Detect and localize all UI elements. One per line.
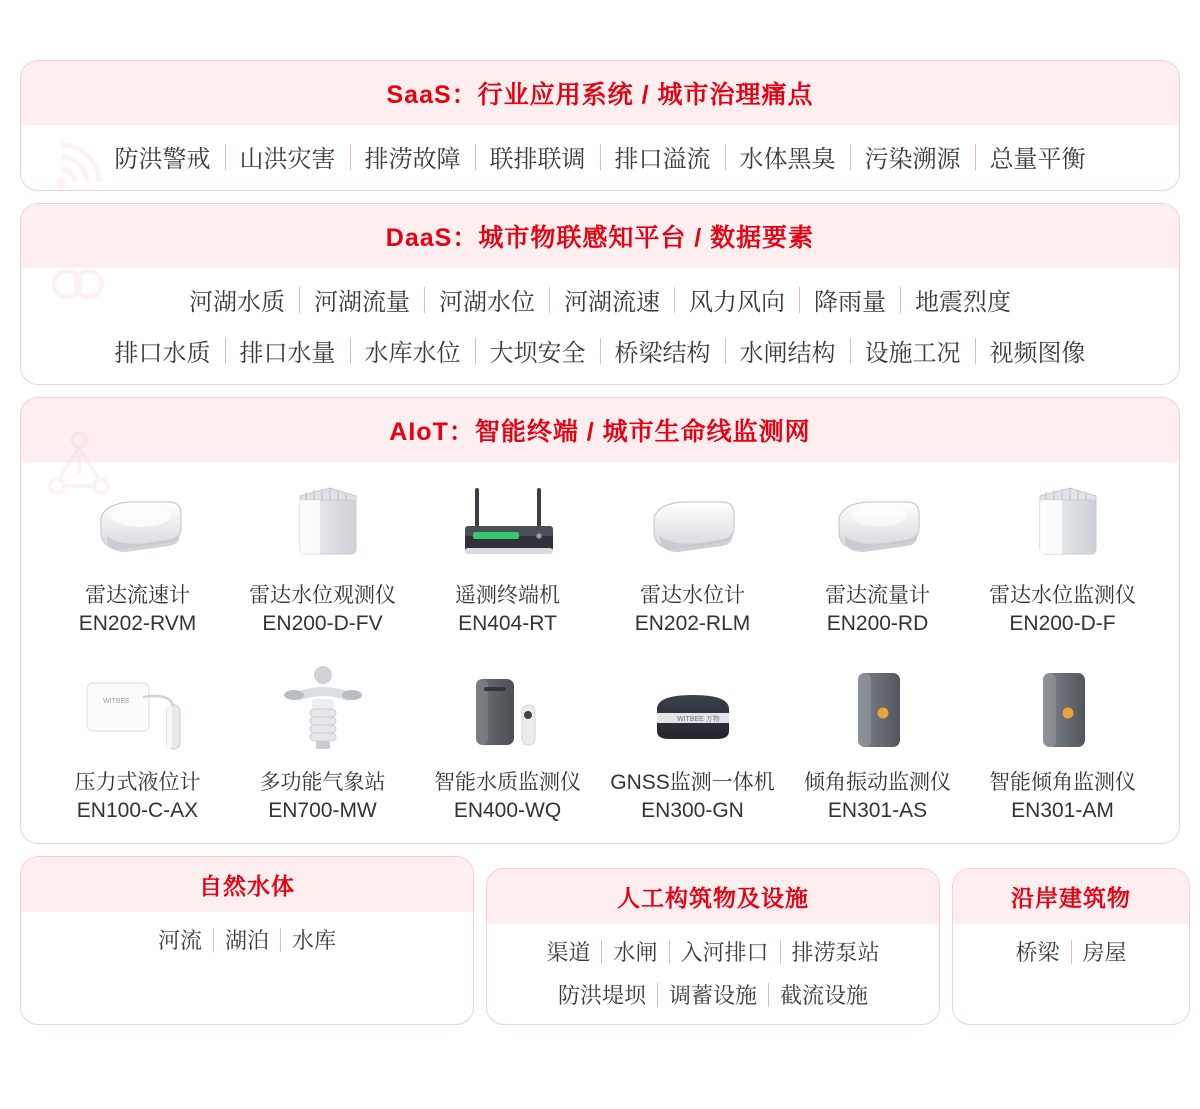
device-model: EN202-RLM	[634, 612, 751, 636]
infinity-icon	[47, 264, 109, 309]
smart-tilt-monitor-icon	[972, 659, 1153, 755]
water-quality-monitor-icon	[417, 659, 598, 755]
saas-items-row	[21, 139, 1179, 174]
bottom-row	[20, 856, 1180, 1025]
list-item[interactable]: 防洪警戒	[114, 146, 211, 173]
list-item[interactable]: 河湖流量	[314, 289, 410, 316]
device-name: 雷达流量计	[825, 584, 930, 607]
device-name: 雷达水位观测仪	[249, 584, 396, 607]
artificial-structures-title: 人工构筑物及设施	[487, 869, 939, 924]
list-item[interactable]: 水库水位	[364, 340, 461, 367]
device-model: EN300-GN	[641, 799, 744, 823]
list-item[interactable]: 渠道	[546, 940, 591, 966]
list-item[interactable]: 桥梁	[1015, 940, 1060, 966]
rtu-router-icon	[417, 472, 598, 568]
coastal-buildings-body	[953, 924, 1189, 981]
aiot-device-grid	[21, 462, 1179, 843]
device-card[interactable]	[230, 468, 415, 649]
device-model: EN200-D-FV	[262, 612, 383, 636]
list-item[interactable]: 山洪灾害	[239, 146, 336, 173]
list-item[interactable]: 联排联调	[489, 146, 586, 173]
device-model: EN200-D-F	[1009, 612, 1116, 636]
list-item[interactable]: 地震烈度	[915, 289, 1011, 316]
natural-water-row-1	[21, 924, 473, 955]
list-item[interactable]: 设施工况	[864, 340, 961, 367]
natural-water-title: 自然水体	[21, 857, 473, 912]
saas-title	[21, 61, 1179, 125]
list-item[interactable]: 水库	[292, 928, 337, 954]
daas-title	[21, 204, 1179, 268]
device-model: EN404-RT	[458, 612, 557, 636]
daas-title-prefix: DaaS：	[385, 224, 479, 252]
list-item[interactable]: 调蓄设施	[668, 983, 757, 1009]
device-model: EN700-MW	[268, 799, 377, 823]
device-name: 智能倾角监测仪	[989, 770, 1136, 794]
list-item[interactable]: 水体黑臭	[739, 146, 836, 173]
artificial-structures-row-2	[487, 979, 939, 1010]
list-item[interactable]: 水闸结构	[739, 340, 836, 367]
daas-card	[20, 203, 1180, 385]
pressure-level-gauge-icon	[47, 659, 228, 755]
device-card[interactable]	[415, 655, 600, 836]
svg-text:WITBEE 万物: WITBEE 万物	[676, 715, 720, 723]
device-name: 压力式液位计	[74, 770, 201, 794]
device-card[interactable]	[45, 655, 230, 836]
device-card[interactable]	[785, 468, 970, 649]
list-item[interactable]: 风力风向	[689, 289, 785, 316]
saas-title-prefix: SaaS：	[386, 81, 478, 109]
device-card[interactable]	[970, 655, 1155, 836]
device-name: 雷达水位计	[640, 584, 745, 607]
aiot-title-main: 智能终端 / 城市生命线监测网	[474, 418, 811, 446]
daas-items-row-1	[21, 282, 1179, 317]
list-item[interactable]: 水闸	[613, 940, 658, 966]
device-name: GNSS监测一体机	[610, 770, 775, 794]
network-node-icon	[47, 428, 111, 505]
daas-title-main: 城市物联感知平台 / 数据要素	[478, 224, 815, 252]
list-item[interactable]: 排口水量	[239, 340, 336, 367]
device-model: EN301-AM	[1011, 799, 1114, 823]
aiot-title-prefix: AIoT：	[389, 418, 475, 446]
device-model: EN200-RD	[826, 612, 929, 636]
artificial-structures-card	[486, 868, 940, 1025]
list-item[interactable]: 入河排口	[680, 940, 769, 966]
artificial-structures-row-1	[487, 936, 939, 967]
device-name: 智能水质监测仪	[434, 770, 581, 794]
device-name: 雷达水位监测仪	[989, 584, 1136, 607]
saas-card	[20, 60, 1180, 191]
device-model: EN301-AS	[827, 799, 928, 823]
coastal-buildings-card	[952, 868, 1190, 1025]
svg-text:WITBEE: WITBEE	[102, 697, 130, 705]
weather-station-icon	[232, 659, 413, 755]
device-name: 雷达流速计	[85, 584, 190, 607]
list-item[interactable]: 湖泊	[224, 928, 269, 954]
daas-body	[21, 268, 1179, 384]
radar-level-monitor-icon	[972, 472, 1153, 568]
radar-level-observer-icon	[232, 472, 413, 568]
device-name: 倾角振动监测仪	[804, 770, 951, 794]
saas-title-main: 行业应用系统 / 城市治理痛点	[477, 81, 814, 109]
list-item[interactable]: 防洪堤坝	[557, 983, 646, 1009]
radar-level-meter-icon	[602, 472, 783, 568]
saas-body	[21, 125, 1179, 190]
device-model: EN202-RVM	[78, 612, 197, 636]
device-card[interactable]	[600, 655, 785, 836]
radar-wave-icon	[47, 139, 105, 191]
daas-items-row-2	[21, 333, 1179, 368]
device-card[interactable]	[785, 655, 970, 836]
tilt-vibration-monitor-icon	[787, 659, 968, 755]
list-item[interactable]: 截流设施	[780, 983, 869, 1009]
gnss-monitor-icon	[602, 659, 783, 755]
device-card[interactable]	[230, 655, 415, 836]
device-model: EN400-WQ	[453, 799, 562, 823]
aiot-title	[21, 398, 1179, 462]
list-item[interactable]: 污染溯源	[864, 146, 961, 173]
list-item[interactable]: 河湖流速	[564, 289, 660, 316]
coastal-buildings-row-1	[953, 936, 1189, 967]
list-item[interactable]: 排口水质	[114, 340, 211, 367]
device-model: EN100-C-AX	[76, 799, 199, 823]
device-name: 遥测终端机	[455, 584, 560, 607]
list-item[interactable]: 排涝故障	[364, 146, 461, 173]
list-item[interactable]: 排涝泵站	[791, 940, 880, 966]
list-item[interactable]: 排口溢流	[614, 146, 711, 173]
device-card[interactable]	[600, 468, 785, 649]
device-card[interactable]	[970, 468, 1155, 649]
list-item[interactable]: 总量平衡	[989, 146, 1086, 173]
device-card[interactable]	[415, 468, 600, 649]
list-item[interactable]: 降雨量	[814, 289, 886, 316]
list-item[interactable]: 河流	[157, 928, 202, 954]
natural-water-card	[20, 856, 474, 1025]
coastal-buildings-title: 沿岸建筑物	[953, 869, 1189, 924]
natural-water-body	[21, 912, 473, 969]
device-name: 多功能气象站	[259, 770, 386, 794]
list-item[interactable]: 视频图像	[989, 340, 1086, 367]
list-item[interactable]: 河湖水质	[189, 289, 285, 316]
list-item[interactable]: 大坝安全	[489, 340, 586, 367]
artificial-structures-body	[487, 924, 939, 1024]
list-item[interactable]: 桥梁结构	[614, 340, 711, 367]
radar-flow-meter-icon	[787, 472, 968, 568]
aiot-card	[20, 397, 1180, 844]
list-item[interactable]: 河湖水位	[439, 289, 535, 316]
list-item[interactable]: 房屋	[1082, 940, 1127, 966]
